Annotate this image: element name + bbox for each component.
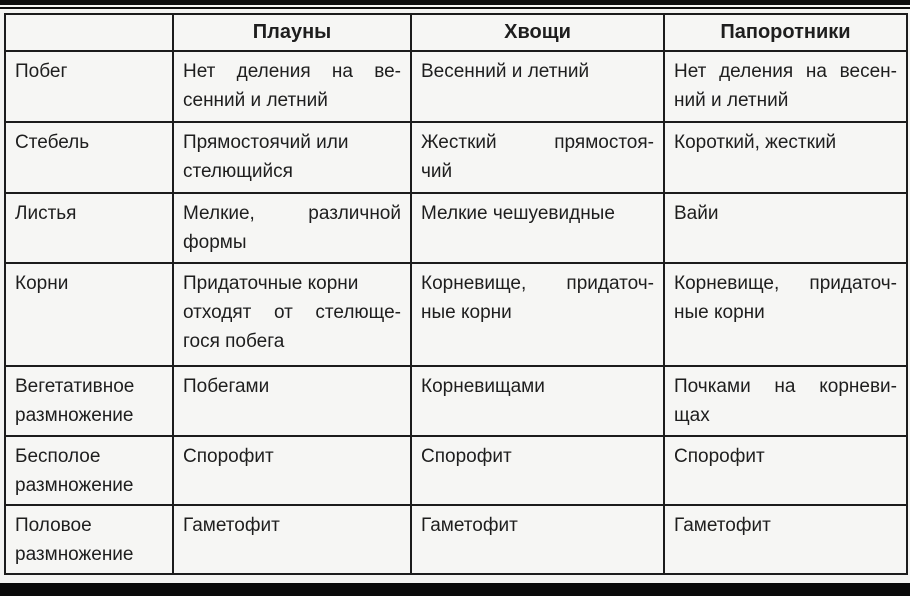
value-cell — [173, 436, 411, 505]
cell-line: Бесполое — [15, 446, 101, 467]
cell-line: отходят от стелюще- — [183, 302, 401, 323]
cell-line: Спорофит — [674, 446, 765, 467]
cell-line: Листья — [15, 203, 77, 224]
value-cell — [173, 193, 411, 263]
row-label-cell — [5, 263, 173, 366]
value-cell — [411, 505, 664, 574]
table-row — [5, 122, 907, 193]
value-cell — [173, 366, 411, 436]
value-cell — [664, 263, 907, 366]
cell-line: Мелкие чешуевидные — [421, 203, 615, 224]
cell-line: Половое — [15, 515, 92, 536]
row-label-cell — [5, 366, 173, 436]
cell-line: Спорофит — [421, 446, 512, 467]
table-row — [5, 263, 907, 366]
value-cell — [411, 263, 664, 366]
cell-line: гося побега — [183, 331, 285, 352]
value-cell — [411, 366, 664, 436]
cell-line: Нет деления на весен- — [674, 61, 897, 82]
cell-line: Нет деления на ве- — [183, 61, 401, 82]
table-body — [5, 51, 907, 574]
row-label-cell — [5, 193, 173, 263]
cell-line: ные корни — [674, 302, 765, 323]
cell-line: Вайи — [674, 203, 719, 224]
cell-line: Корневище, придаточ- — [674, 273, 897, 294]
header-cell-ferns: Папоротники — [664, 14, 907, 51]
row-label-cell — [5, 122, 173, 193]
value-cell — [664, 193, 907, 263]
bottom-thick-rule — [0, 583, 910, 596]
cell-line: щах — [674, 405, 710, 426]
plant-comparison-table — [4, 13, 908, 575]
value-cell — [173, 263, 411, 366]
cell-line: Мелкие, различной — [183, 203, 401, 224]
cell-line: Побег — [15, 61, 68, 82]
row-label-cell — [5, 436, 173, 505]
cell-line: Стебель — [15, 132, 90, 153]
cell-line: Корневище, придаточ- — [421, 273, 654, 294]
value-cell — [411, 436, 664, 505]
cell-line: Корни — [15, 273, 69, 294]
top-rule-thin-line — [0, 7, 910, 9]
cell-line: Гаметофит — [421, 515, 518, 536]
cell-line: формы — [183, 232, 247, 253]
table-row — [5, 366, 907, 436]
value-cell — [664, 122, 907, 193]
top-double-rule — [0, 0, 910, 9]
header-row — [5, 14, 907, 51]
header-cell-empty — [5, 14, 173, 51]
table-row — [5, 505, 907, 574]
value-cell — [664, 505, 907, 574]
value-cell — [664, 51, 907, 122]
table-row — [5, 436, 907, 505]
cell-line: Прямостоячий или — [183, 132, 349, 153]
header-cell-clubmosses: Плауны — [173, 14, 411, 51]
value-cell — [411, 193, 664, 263]
table-row — [5, 193, 907, 263]
cell-line: Придаточные корни — [183, 273, 359, 294]
value-cell — [173, 51, 411, 122]
cell-line: Гаметофит — [183, 515, 280, 536]
value-cell — [173, 122, 411, 193]
row-label-cell — [5, 51, 173, 122]
header-cell-horsetails: Хвощи — [411, 14, 664, 51]
cell-line: стелющийся — [183, 161, 293, 182]
value-cell — [411, 122, 664, 193]
cell-line: чий — [421, 161, 453, 182]
cell-line: Корневищами — [421, 376, 545, 397]
value-cell — [664, 366, 907, 436]
cell-line: ные корни — [421, 302, 512, 323]
cell-line: Жесткий прямостоя- — [421, 132, 654, 153]
value-cell — [173, 505, 411, 574]
cell-line: Короткий, жесткий — [674, 132, 837, 153]
cell-line: сенний и летний — [183, 90, 328, 111]
table-row — [5, 51, 907, 122]
cell-line: размножение — [15, 475, 134, 496]
value-cell — [411, 51, 664, 122]
value-cell — [664, 436, 907, 505]
cell-line: Побегами — [183, 376, 270, 397]
cell-line: Вегетативное — [15, 376, 135, 397]
cell-line: размножение — [15, 405, 134, 426]
cell-line: Весенний и летний — [421, 61, 590, 82]
cell-line: ний и летний — [674, 90, 789, 111]
cell-line: Почками на корневи- — [674, 376, 897, 397]
cell-line: Гаметофит — [674, 515, 771, 536]
cell-line: размножение — [15, 544, 134, 565]
table-header — [5, 14, 907, 51]
cell-line: Спорофит — [183, 446, 274, 467]
row-label-cell — [5, 505, 173, 574]
